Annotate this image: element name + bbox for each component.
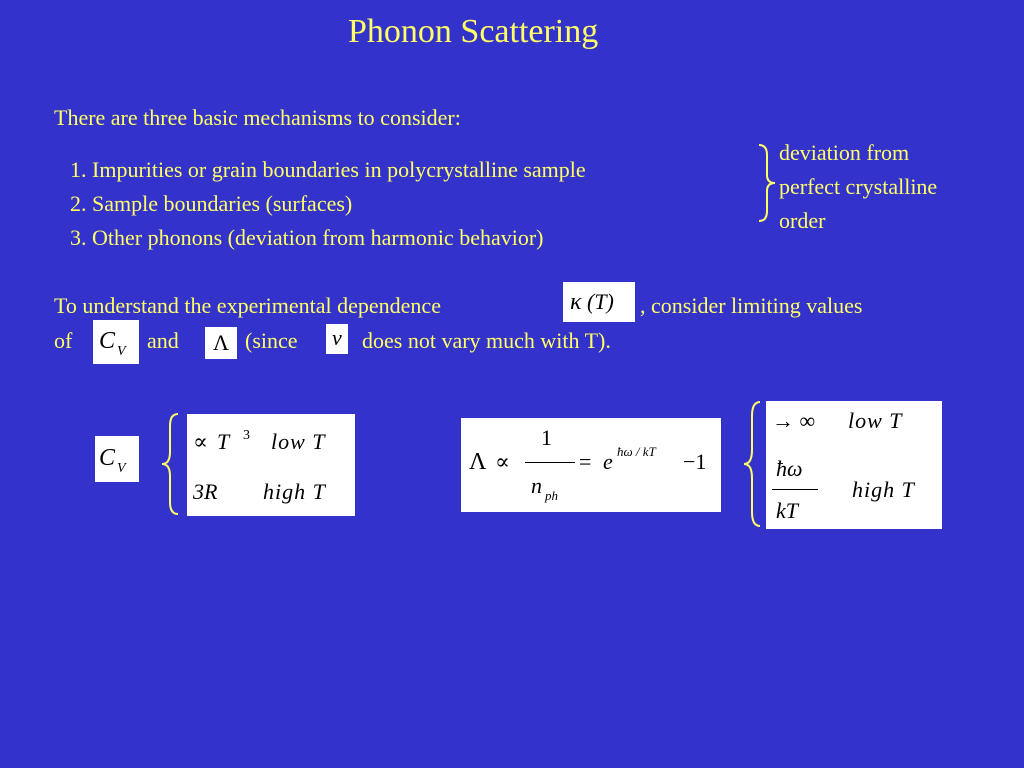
right-brace-icon — [755, 143, 779, 223]
kappa-box — [563, 282, 635, 322]
exponent: 3 — [243, 428, 250, 443]
fraction-numerator: 1 — [541, 425, 552, 450]
para-text: (since — [245, 328, 298, 353]
case-label: low T — [271, 429, 326, 454]
intro-text: There are three basic mechanisms to consider: — [54, 105, 461, 130]
case-label: high T — [852, 477, 915, 502]
para-text: of — [54, 328, 73, 353]
c-symbol: C — [99, 328, 116, 354]
lambda-box-inline — [205, 327, 237, 359]
case-label: high T — [263, 479, 326, 504]
velocity-symbol: v — [332, 325, 342, 350]
e-symbol: e — [603, 449, 613, 474]
c-symbol: C — [99, 445, 116, 471]
cv-cases-box — [187, 414, 355, 516]
fraction-bar — [772, 489, 818, 490]
para-text: , consider limiting values — [640, 293, 863, 318]
kappa-arg: (T) — [587, 289, 614, 314]
minus-one: −1 — [683, 449, 707, 474]
case-label: low T — [848, 408, 903, 433]
lambda-symbol: Λ — [213, 330, 229, 355]
cv-box — [95, 436, 139, 482]
left-brace-icon — [740, 400, 768, 530]
para-text: and — [147, 328, 179, 353]
high-value: 3R — [193, 479, 218, 504]
para-text: does not vary much with T). — [362, 328, 611, 353]
v-box — [326, 324, 348, 354]
para-text: To understand the experimental dependence — [54, 293, 441, 318]
fraction-numerator: ħω — [776, 456, 803, 481]
lambda-equation-box — [461, 418, 721, 512]
cv-box-inline — [93, 320, 139, 364]
side-note-line: deviation from — [779, 140, 910, 165]
side-note-line: order — [779, 208, 826, 233]
side-note-line: perfect crystalline — [779, 174, 938, 199]
fraction-bar — [525, 462, 575, 463]
t-symbol: T — [217, 429, 230, 454]
arrow-infinity: → ∞ — [772, 408, 816, 433]
equals-sign: = — [579, 449, 592, 474]
fraction-denominator: kT — [776, 498, 798, 523]
mechanism-item: 1. Impurities or grain boundaries in polycrystalline sample — [70, 157, 586, 182]
proportional-icon: ∝ — [495, 449, 510, 474]
left-brace-icon — [158, 412, 186, 516]
denominator-subscript: ph — [545, 488, 558, 503]
mechanism-item: 2. Sample boundaries (surfaces) — [70, 191, 353, 216]
mechanism-item: 3. Other phonons (deviation from harmonic behavior) — [70, 225, 544, 250]
fraction-denominator: n — [531, 473, 542, 498]
proportional-icon: ∝ — [193, 429, 208, 454]
kappa-symbol: κ — [570, 289, 582, 315]
v-subscript: V — [117, 461, 126, 476]
lambda-symbol: Λ — [469, 449, 487, 475]
page-title: Phonon Scattering — [348, 13, 599, 50]
v-subscript: V — [117, 344, 126, 359]
exponent: ħω / kT — [617, 444, 656, 459]
lambda-cases-box — [766, 401, 942, 529]
